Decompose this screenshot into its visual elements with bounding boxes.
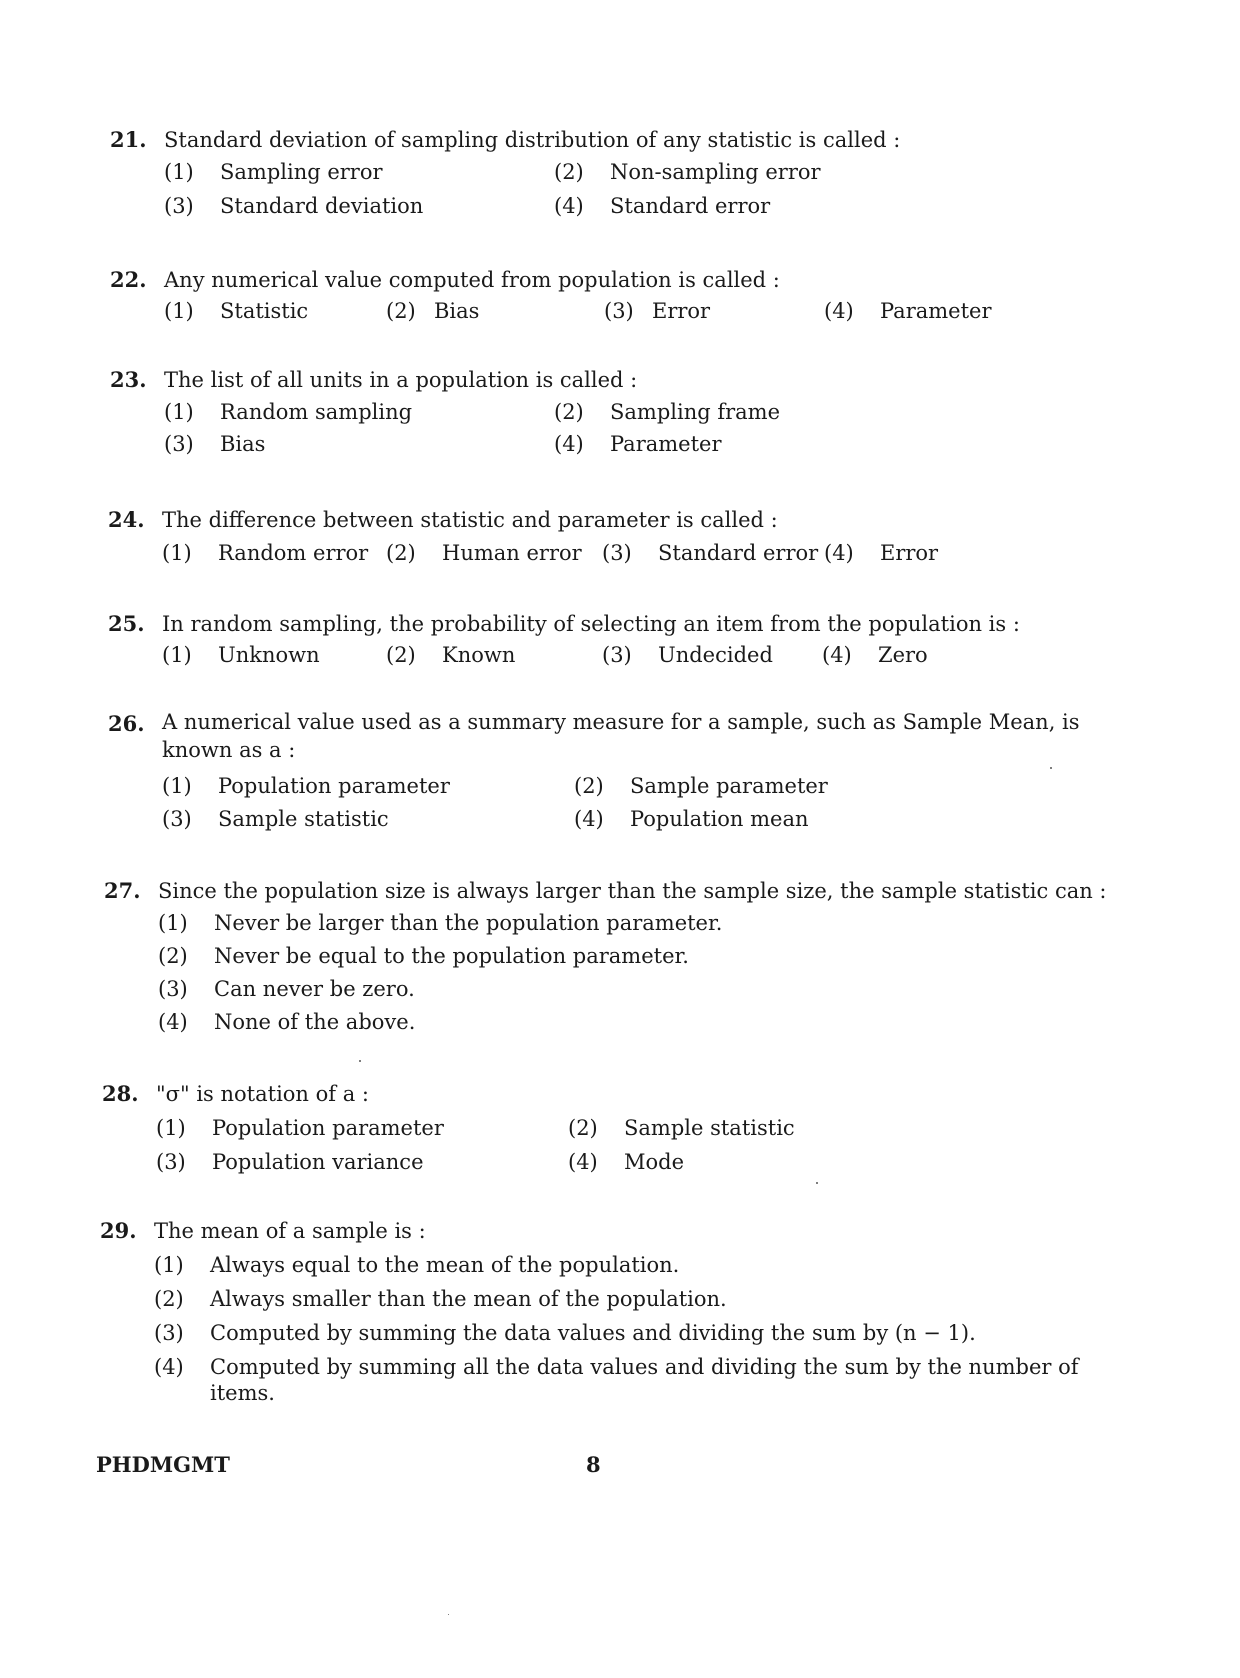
option-label: Computed by summing the data values and dividing the sum by (n − 1). [210,1321,976,1345]
option-label: Zero [878,643,928,667]
scan-speck [448,1614,449,1615]
paper-code: PHDMGMT [96,1452,230,1477]
question-text: Any numerical value computed from population is called : [164,268,780,292]
option-label: Always smaller than the mean of the population. [210,1287,727,1311]
question-28 [102,1078,1102,1178]
question-24 [108,504,1108,574]
option-number: (1) [164,400,194,424]
scan-speck [816,1182,818,1184]
option-number: (3) [604,299,634,323]
question-number: 21. [110,127,147,152]
question-21 [110,124,1110,224]
option-label: Standard error [610,194,771,218]
option-label: Always equal to the mean of the population. [210,1253,680,1277]
option-label: Random sampling [220,400,413,424]
option-number: (4) [822,643,852,667]
option-label: Never be equal to the population parameter. [214,944,689,968]
question-text: The mean of a sample is : [154,1219,426,1243]
option-label: Sample parameter [630,774,828,798]
option-number: (2) [386,299,416,323]
option-label: Population variance [212,1150,424,1174]
option-label: Computed by summing all the data values and dividing the sum by the number of items. [210,1355,1079,1405]
question-text: The difference between statistic and parameter is called : [162,508,778,532]
option-number: (4) [568,1150,598,1174]
question-27 [104,875,1124,1045]
question-number: 26. [108,711,145,736]
option-label: None of the above. [214,1010,416,1034]
option-label: Undecided [658,643,773,667]
option-label: Sampling error [220,160,383,184]
option-number: (2) [554,160,584,184]
question-text: "σ" is notation of a : [156,1082,369,1106]
option-number: (3) [164,432,194,456]
option-label: Known [442,643,516,667]
option-number: (3) [602,541,632,565]
option-label: Population mean [630,807,809,831]
option-label: Bias [220,432,266,456]
option-number: (3) [162,807,192,831]
option-label: Unknown [218,643,320,667]
option-label: Population parameter [218,774,450,798]
option-label: Population parameter [212,1116,444,1140]
option-label: Parameter [880,299,992,323]
option-label: Sample statistic [624,1116,795,1140]
option-label: Parameter [610,432,722,456]
option-number: (1) [162,774,192,798]
option-label: Statistic [220,299,309,323]
question-number: 27. [104,878,141,903]
option-number: (2) [158,944,188,968]
option-number: (4) [824,299,854,323]
question-number: 25. [108,611,145,636]
question-number: 22. [110,267,147,292]
option-label: Bias [434,299,480,323]
option-number: (1) [154,1253,184,1277]
option-label: Can never be zero. [214,977,415,1001]
option-label: Sampling frame [610,400,781,424]
question-23 [110,364,1110,464]
question-text: In random sampling, the probability of selecting an item from the population is : [162,612,1020,636]
option-label: Error [880,541,939,565]
option-number: (2) [568,1116,598,1140]
question-number: 29. [100,1218,137,1243]
option-number: (4) [554,432,584,456]
option-number: (1) [164,160,194,184]
option-label: Standard error [658,541,819,565]
option-number: (4) [554,194,584,218]
option-number: (2) [386,541,416,565]
option-number: (3) [164,194,194,218]
option-number: (1) [164,299,194,323]
scan-speck [1050,767,1052,769]
option-label: Never be larger than the population parameter. [214,911,723,935]
option-number: (3) [602,643,632,667]
option-number: (1) [162,643,192,667]
option-label: Sample statistic [218,807,389,831]
question-22 [110,264,1110,334]
option-number: (4) [158,1010,188,1034]
option-number: (2) [154,1287,184,1311]
option-number: (4) [824,541,854,565]
question-text: Standard deviation of sampling distribution of any statistic is called : [164,128,901,152]
question-29 [100,1215,1130,1415]
option-number: (3) [158,977,188,1001]
option-label: Human error [442,541,582,565]
question-number: 24. [108,507,145,532]
question-25 [108,608,1108,678]
option-number: (2) [574,774,604,798]
option-number: (4) [574,807,604,831]
scan-speck [359,1060,361,1062]
option-number: (3) [154,1321,184,1345]
question-number: 23. [110,367,147,392]
question-text: A numerical value used as a summary measure for a sample, such as Sample Mean, is known as a : [162,710,1080,762]
question-26 [108,708,1128,838]
option-label: Standard deviation [220,194,424,218]
question-text: The list of all units in a population is called : [164,368,638,392]
option-number: (1) [156,1116,186,1140]
option-number: (2) [386,643,416,667]
option-label: Error [652,299,711,323]
option-number: (1) [162,541,192,565]
option-number: (1) [158,911,188,935]
question-number: 28. [102,1081,139,1106]
option-label: Non-sampling error [610,160,821,184]
option-label: Mode [624,1150,685,1174]
page-number: 8 [586,1452,601,1477]
option-number: (4) [154,1355,184,1379]
option-number: (2) [554,400,584,424]
question-text: Since the population size is always larger than the sample size, the sample statistic can : [158,879,1107,903]
option-number: (3) [156,1150,186,1174]
option-label: Random error [218,541,369,565]
